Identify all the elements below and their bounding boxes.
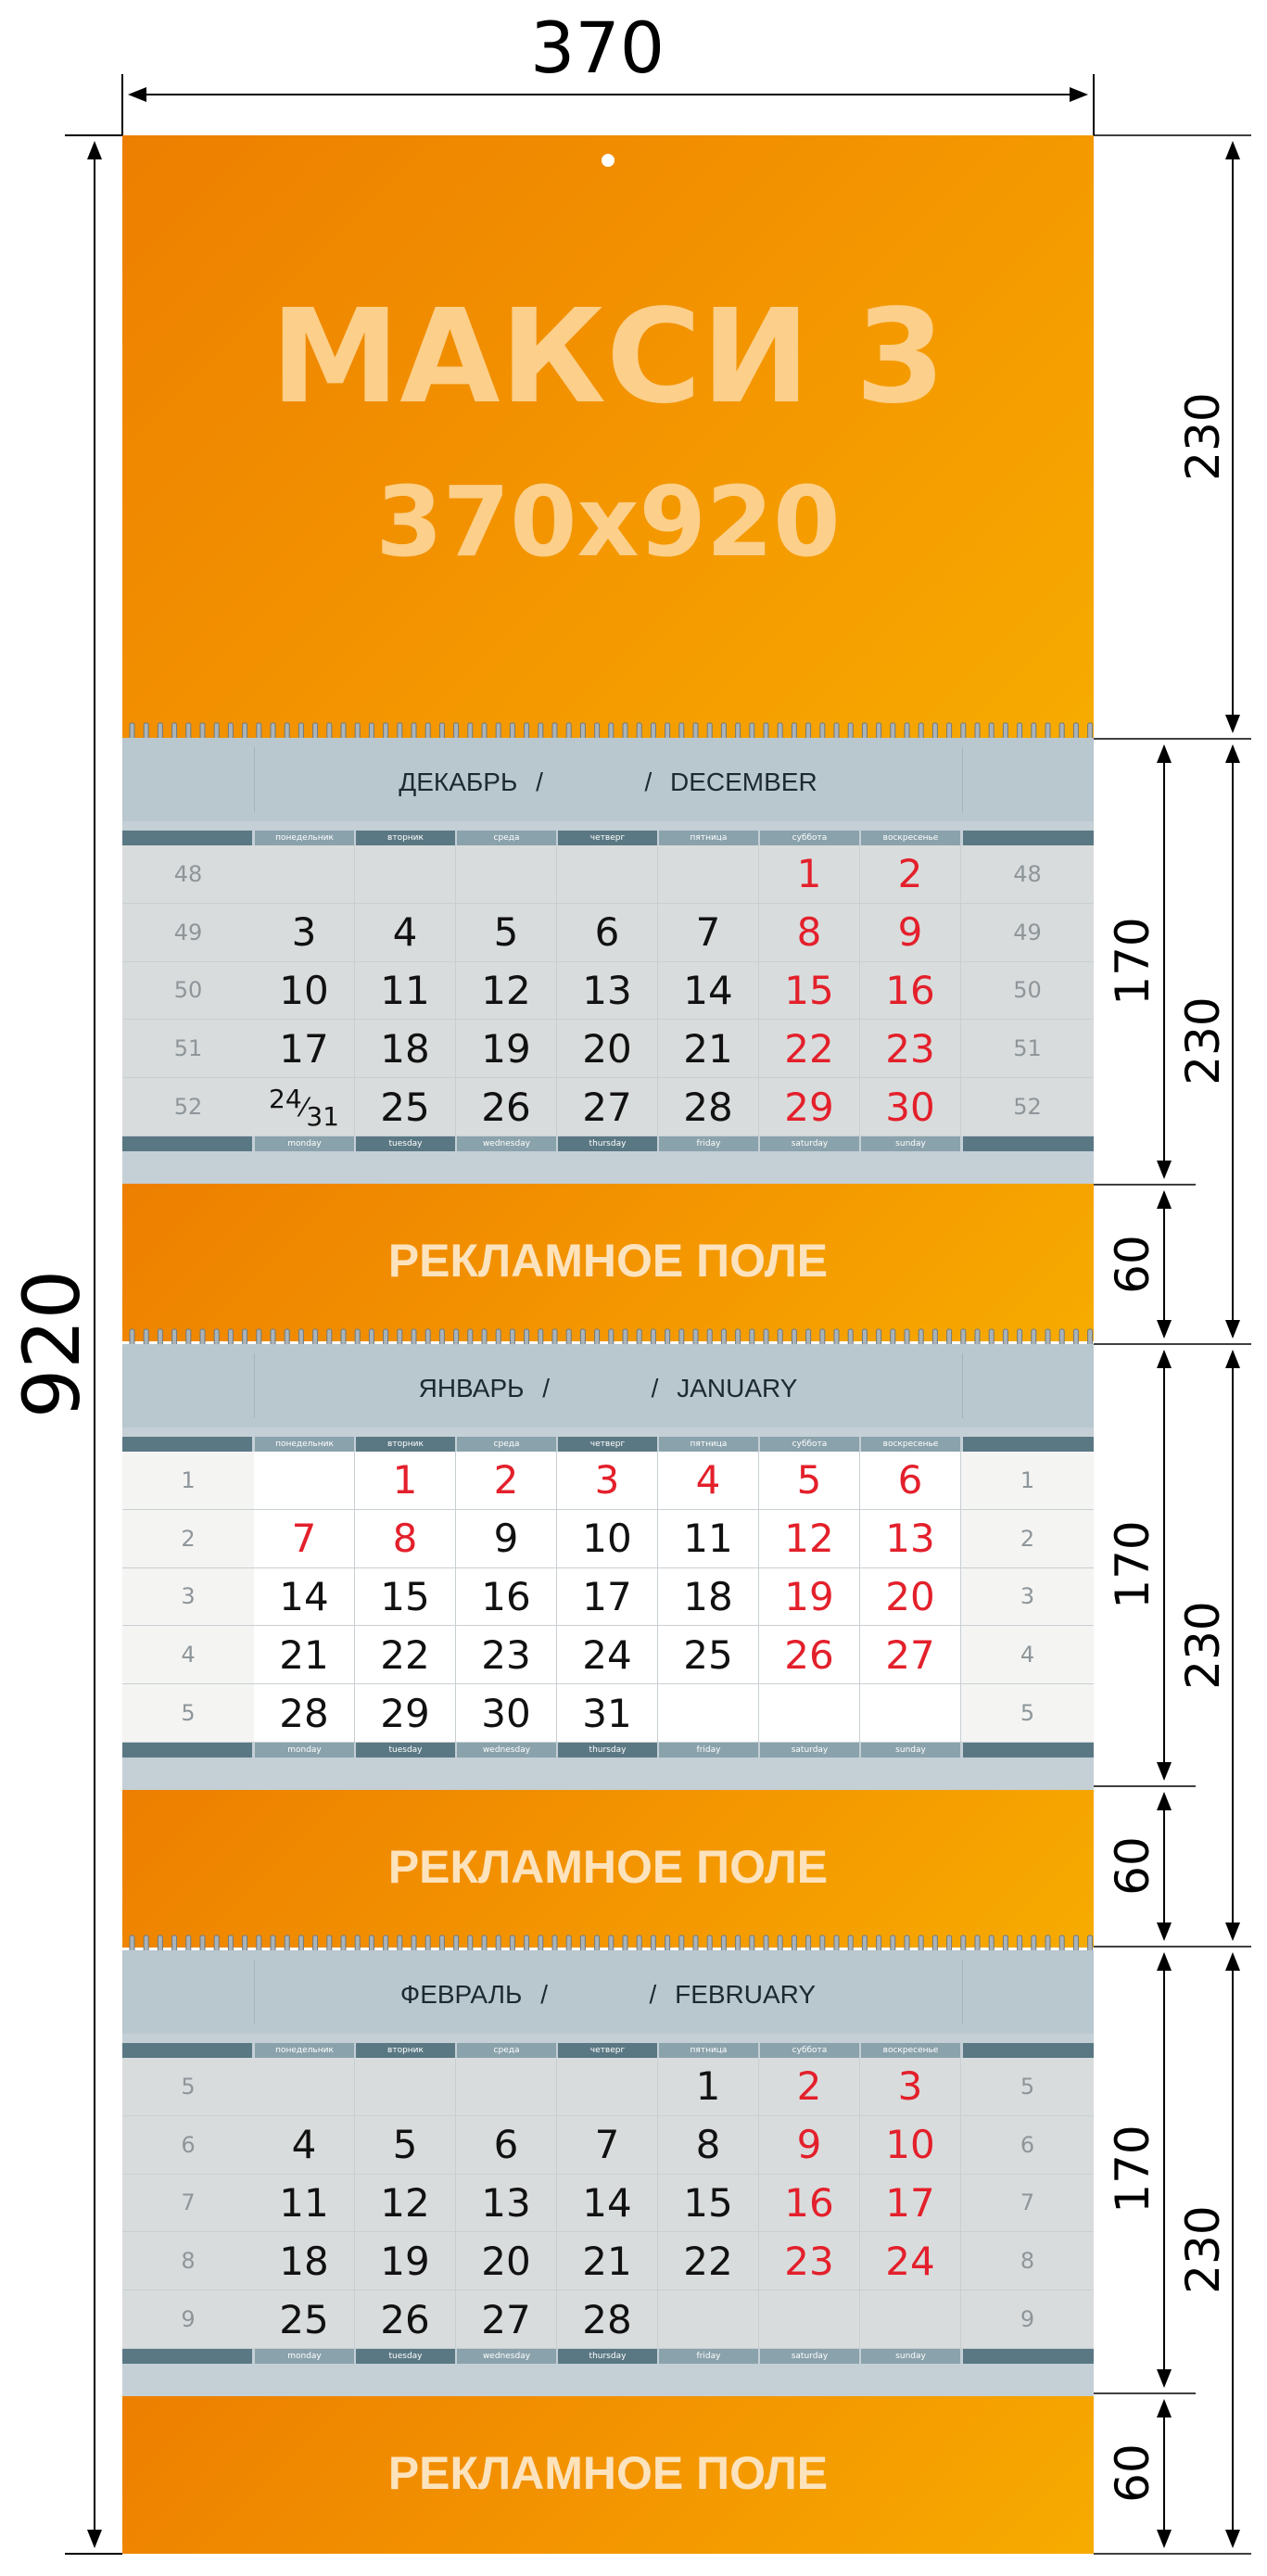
day-cell: 24 ⁄ 31 (254, 1078, 355, 1136)
weekday-label: воскресенье (861, 2043, 960, 2058)
day-cell: 25 (254, 2290, 355, 2349)
day-cell: 23 (456, 1626, 557, 1684)
day-cell: 17 (254, 1020, 355, 1078)
ad-field-label: РЕКЛАМНОЕ ПОЛЕ (387, 2447, 829, 2499)
day-cell: 7 (254, 1510, 355, 1568)
day-cell: 26 (355, 2290, 456, 2349)
day-cell: 12 (355, 2175, 456, 2233)
day-cell: 14 (254, 1568, 355, 1627)
day-cell: 6 (860, 1452, 961, 1510)
day-cell (557, 845, 658, 904)
month-name-ru: ЯНВАРЬ (418, 1374, 525, 1402)
day-cell: 23 (759, 2232, 860, 2290)
ad-field-3 (122, 2396, 1094, 2554)
day-cell: 6 (557, 904, 658, 962)
day-cell: 18 (254, 2232, 355, 2290)
dim-outer-2: 230 (1176, 996, 1230, 1085)
weekday-bar-cap (963, 2043, 1094, 2058)
day-cell: 10 (254, 962, 355, 1021)
weekday-label: tuesday (356, 1743, 455, 1758)
day-cell (254, 1452, 355, 1510)
day-cell: 5 (456, 904, 557, 962)
day-cell: 19 (355, 2232, 456, 2290)
day-cell: 9 (860, 904, 961, 962)
dim-inner-4: 60 (1106, 1836, 1159, 1896)
week-number: 7 (122, 2175, 254, 2233)
day-cell: 19 (759, 1568, 860, 1627)
month-name-ru: ДЕКАБРЬ (399, 768, 518, 796)
day-cell: 8 (759, 904, 860, 962)
weekday-label: среда (457, 1437, 556, 1452)
weekday-label: суббота (760, 1437, 859, 1452)
day-cell: 20 (860, 1568, 961, 1627)
weekday-label: воскресенье (861, 1437, 960, 1452)
dim-outer-1: 230 (1176, 392, 1230, 481)
weekday-label: friday (659, 2349, 758, 2364)
week-number: 50 (122, 962, 254, 1021)
day-cell: 3 (254, 904, 355, 962)
week-number: 2 (122, 1510, 254, 1568)
day-cell: 12 (759, 1510, 860, 1568)
header-divider (254, 1960, 255, 2024)
day-cell: 9 (759, 2116, 860, 2175)
day-cell: 15 (355, 1568, 456, 1627)
day-cell: 27 (557, 1078, 658, 1136)
day-cell: 25 (658, 1626, 759, 1684)
day-cell (557, 2058, 658, 2116)
weekday-label: monday (255, 1136, 354, 1151)
ad-field-1 (122, 1184, 1094, 1341)
height-dimension-label: 920 (6, 1269, 97, 1419)
day-cell: 20 (557, 1020, 658, 1078)
day-cell: 30 (456, 1684, 557, 1743)
day-cell (254, 845, 355, 904)
week-number: 52 (122, 1078, 254, 1136)
day-cell: 17 (557, 1568, 658, 1627)
week-number: 5 (961, 2058, 1094, 2116)
week-number: 4 (961, 1626, 1094, 1684)
weekday-label: thursday (558, 1136, 657, 1151)
weekday-bar-cap (122, 1136, 252, 1151)
week-number: 48 (122, 845, 254, 904)
weekday-label: понедельник (255, 1437, 354, 1452)
ad-field-2 (122, 1790, 1094, 1948)
day-cell: 17 (860, 2175, 961, 2233)
month-slash-right: / (651, 1374, 659, 1402)
weekday-bar-en (122, 1743, 1094, 1758)
header-divider (254, 747, 255, 812)
month-title (122, 768, 1094, 797)
day-cell: 7 (658, 904, 759, 962)
weekday-label: четверг (558, 2043, 657, 2058)
week-number: 9 (122, 2290, 254, 2349)
day-cell: 5 (355, 2116, 456, 2175)
day-cell: 5 (759, 1452, 860, 1510)
weekday-label: friday (659, 1136, 758, 1151)
day-cell: 18 (658, 1568, 759, 1627)
date-grid (122, 2058, 1094, 2349)
month-slash-left: / (542, 1374, 551, 1402)
date-grid (122, 845, 1094, 1136)
weekday-label: monday (255, 1743, 354, 1758)
month-name-en: DECEMBER (670, 768, 817, 796)
day-cell: 16 (759, 2175, 860, 2233)
weekday-label: sunday (861, 1743, 960, 1758)
day-cell: 22 (658, 2232, 759, 2290)
day-cell: 20 (456, 2232, 557, 2290)
weekday-label: wednesday (457, 1136, 556, 1151)
month-title (122, 1980, 1094, 2010)
day-cell: 9 (456, 1510, 557, 1568)
weekday-label: monday (255, 2349, 354, 2364)
day-cell (355, 845, 456, 904)
month-name-en: JANUARY (677, 1374, 798, 1402)
month-slash-left: / (540, 1980, 548, 2009)
weekday-bar-cap (122, 1743, 252, 1758)
day-cell (759, 2290, 860, 2349)
header-divider (962, 747, 963, 812)
week-number: 51 (122, 1020, 254, 1078)
weekday-label: wednesday (457, 2349, 556, 2364)
day-cell: 15 (658, 2175, 759, 2233)
weekday-label: пятница (659, 2043, 758, 2058)
dim-inner-3: 170 (1106, 1520, 1159, 1609)
weekday-label: четверг (558, 831, 657, 845)
day-cell: 2 (759, 2058, 860, 2116)
day-cell (658, 1684, 759, 1743)
ad-field-label: РЕКЛАМНОЕ ПОЛЕ (387, 1841, 829, 1893)
week-number: 5 (961, 1684, 1094, 1743)
weekday-label: saturday (760, 2349, 859, 2364)
week-number: 51 (961, 1020, 1094, 1078)
weekday-label: понедельник (255, 831, 354, 845)
weekday-bar-cap (963, 831, 1094, 845)
weekday-label: пятница (659, 831, 758, 845)
day-cell: 23 (860, 1020, 961, 1078)
day-cell: 1 (658, 2058, 759, 2116)
day-cell: 1 (355, 1452, 456, 1510)
day-cell: 22 (355, 1626, 456, 1684)
day-cell: 11 (355, 962, 456, 1021)
weekday-label: saturday (760, 1743, 859, 1758)
day-cell: 6 (456, 2116, 557, 2175)
week-number: 6 (122, 2116, 254, 2175)
week-number: 6 (961, 2116, 1094, 2175)
weekday-label: tuesday (356, 2349, 455, 2364)
day-cell: 4 (355, 904, 456, 962)
day-cell: 19 (456, 1020, 557, 1078)
week-number: 3 (122, 1568, 254, 1627)
day-cell: 28 (658, 1078, 759, 1136)
week-number: 1 (961, 1452, 1094, 1510)
day-cell: 11 (254, 2175, 355, 2233)
day-cell: 28 (557, 2290, 658, 2349)
weekday-label: воскресенье (861, 831, 960, 845)
weekday-label: wednesday (457, 1743, 556, 1758)
day-cell: 8 (658, 2116, 759, 2175)
weekday-bar-cap (122, 831, 252, 845)
day-cell: 3 (557, 1452, 658, 1510)
week-number: 9 (961, 2290, 1094, 2349)
day-cell (456, 2058, 557, 2116)
day-cell: 3 (860, 2058, 961, 2116)
day-cell: 8 (355, 1510, 456, 1568)
day-cell: 16 (860, 962, 961, 1021)
day-cell: 30 (860, 1078, 961, 1136)
day-cell: 21 (254, 1626, 355, 1684)
weekday-bar-cap (963, 2349, 1094, 2364)
month-header (122, 738, 1094, 821)
day-cell: 24 (860, 2232, 961, 2290)
day-cell: 21 (557, 2232, 658, 2290)
weekday-bar-cap (963, 1437, 1094, 1452)
weekday-label: суббота (760, 2043, 859, 2058)
day-cell: 4 (254, 2116, 355, 2175)
weekday-label: среда (457, 2043, 556, 2058)
day-cell: 1 (759, 845, 860, 904)
month-title (122, 1374, 1094, 1403)
width-dimension-label: 370 (530, 6, 665, 89)
weekday-label: среда (457, 831, 556, 845)
day-cell: 10 (557, 1510, 658, 1568)
day-cell (658, 845, 759, 904)
week-number: 48 (961, 845, 1094, 904)
weekday-bar-en (122, 2349, 1094, 2364)
day-cell: 26 (456, 1078, 557, 1136)
weekday-label: понедельник (255, 2043, 354, 2058)
day-cell: 13 (557, 962, 658, 1021)
weekday-bar-ru (122, 1437, 1094, 1452)
weekday-label: четверг (558, 1437, 657, 1452)
weekday-bar-cap (963, 1136, 1094, 1151)
week-number: 8 (122, 2232, 254, 2290)
day-cell (759, 1684, 860, 1743)
day-cell (860, 2290, 961, 2349)
week-number: 8 (961, 2232, 1094, 2290)
product-size: 370x920 (375, 465, 841, 578)
weekday-bar-ru (122, 831, 1094, 845)
header-divider (254, 1353, 255, 1418)
month-name-ru: ФЕВРАЛЬ (399, 1980, 523, 2009)
week-number: 5 (122, 1684, 254, 1743)
day-cell: 2 (456, 1452, 557, 1510)
month-header (122, 1950, 1094, 2034)
header-panel (122, 135, 1094, 747)
header-divider (962, 1353, 963, 1418)
weekday-label: friday (659, 1743, 758, 1758)
day-cell: 16 (456, 1568, 557, 1627)
day-cell: 24 (557, 1626, 658, 1684)
weekday-label: sunday (861, 1136, 960, 1151)
day-cell: 14 (658, 962, 759, 1021)
day-cell: 25 (355, 1078, 456, 1136)
week-number: 52 (961, 1078, 1094, 1136)
week-number: 5 (122, 2058, 254, 2116)
weekday-label: thursday (558, 2349, 657, 2364)
month-slash-right: / (644, 768, 653, 796)
weekday-bar-cap (122, 2043, 252, 2058)
day-cell: 27 (860, 1626, 961, 1684)
day-cell: 21 (658, 1020, 759, 1078)
month-slash-left: / (536, 768, 543, 796)
weekday-label: пятница (659, 1437, 758, 1452)
dim-inner-6: 60 (1106, 2443, 1159, 2503)
date-grid (122, 1452, 1094, 1743)
day-cell: 11 (658, 1510, 759, 1568)
day-cell (355, 2058, 456, 2116)
week-number: 1 (122, 1452, 254, 1510)
weekday-label: вторник (356, 831, 455, 845)
month-name-en: FEBRUARY (675, 1980, 817, 2009)
day-cell: 2 (860, 845, 961, 904)
wall-calendar (122, 135, 1094, 2554)
day-cell: 7 (557, 2116, 658, 2175)
weekday-bar-cap (122, 1437, 252, 1452)
weekday-label: thursday (558, 1743, 657, 1758)
day-cell: 29 (759, 1078, 860, 1136)
weekday-bar-cap (963, 1743, 1094, 1758)
day-cell: 10 (860, 2116, 961, 2175)
weekday-label: вторник (356, 1437, 455, 1452)
product-title: МАКСИ 3 (270, 282, 946, 433)
dim-inner-5: 170 (1106, 2125, 1159, 2214)
week-number: 50 (961, 962, 1094, 1021)
day-cell: 15 (759, 962, 860, 1021)
weekday-label: sunday (861, 2349, 960, 2364)
month-slash-right: / (649, 1980, 657, 2009)
week-number: 4 (122, 1626, 254, 1684)
weekday-bar-en (122, 1136, 1094, 1151)
weekday-label: tuesday (356, 1136, 455, 1151)
dim-outer-4: 230 (1176, 2205, 1230, 2294)
day-cell (254, 2058, 355, 2116)
dim-outer-3: 230 (1176, 1601, 1230, 1690)
day-cell: 26 (759, 1626, 860, 1684)
day-cell: 31 (557, 1684, 658, 1743)
day-cell (658, 2290, 759, 2349)
day-cell (860, 1684, 961, 1743)
weekday-label: суббота (760, 831, 859, 845)
day-cell: 12 (456, 962, 557, 1021)
day-cell: 14 (557, 2175, 658, 2233)
weekday-label: saturday (760, 1136, 859, 1151)
week-number: 49 (961, 904, 1094, 962)
day-cell: 29 (355, 1684, 456, 1743)
weekday-label: вторник (356, 2043, 455, 2058)
day-cell: 18 (355, 1020, 456, 1078)
week-number: 49 (122, 904, 254, 962)
day-cell: 4 (658, 1452, 759, 1510)
hanging-hole (602, 154, 614, 167)
week-number: 2 (961, 1510, 1094, 1568)
week-number: 3 (961, 1568, 1094, 1627)
weekday-bar-ru (122, 2043, 1094, 2058)
day-cell: 22 (759, 1020, 860, 1078)
day-cell: 28 (254, 1684, 355, 1743)
dim-inner-2: 60 (1106, 1235, 1159, 1294)
day-cell: 27 (456, 2290, 557, 2349)
ad-field-label: РЕКЛАМНОЕ ПОЛЕ (387, 1235, 829, 1287)
weekday-bar-cap (122, 2349, 252, 2364)
day-cell: 13 (860, 1510, 961, 1568)
week-number: 7 (961, 2175, 1094, 2233)
header-divider (962, 1960, 963, 2024)
dim-inner-1: 170 (1106, 917, 1159, 1006)
month-header (122, 1344, 1094, 1428)
day-cell (456, 845, 557, 904)
day-cell: 13 (456, 2175, 557, 2233)
